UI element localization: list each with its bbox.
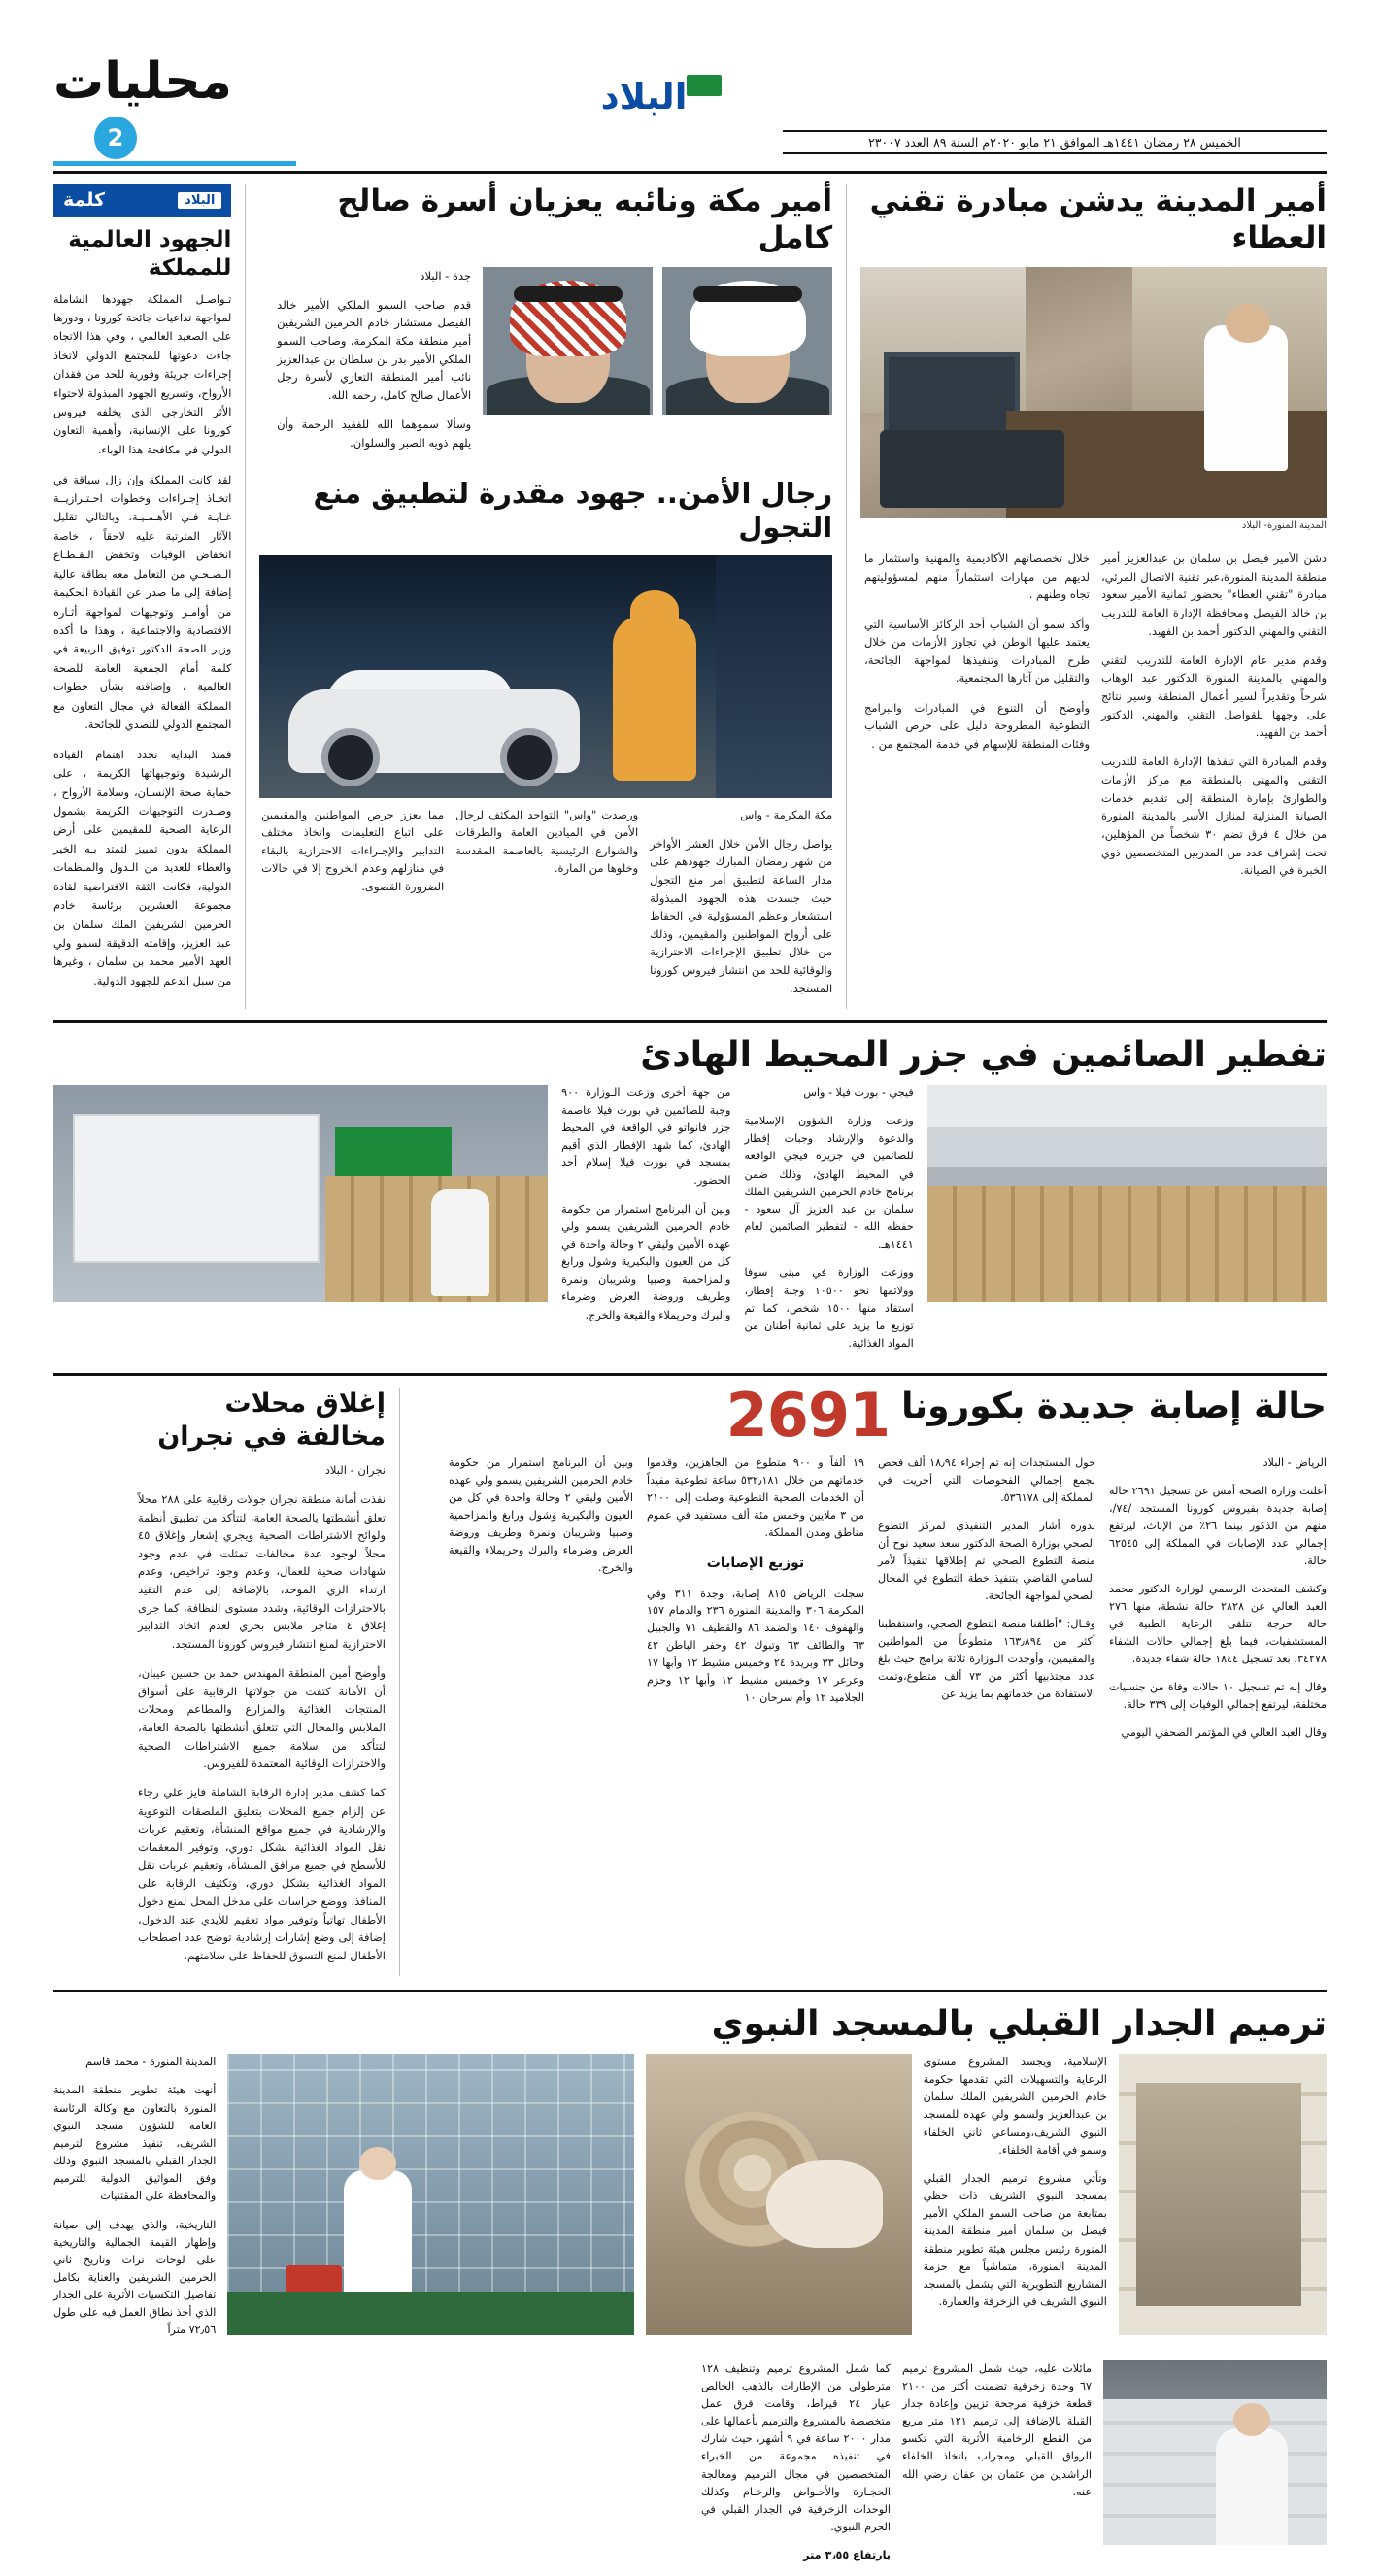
mosque-headline: ترميم الجدار القبلي بالمسجد النبوي [711, 2004, 1327, 2045]
security-headline: رجال الأمن.. جهود مقدرة لتطبيق منع التجول [313, 476, 833, 545]
column-divider-3 [399, 1388, 400, 1976]
dateline: الخميس ٢٨ رمضان ١٤٤١هـ الموافق ٢١ مايو ٢٠٢٠م السنة ٨٩ العدد ٢٣٠٠٧ [783, 130, 1327, 154]
madinah-para-6: وأوضح أن التنوع في المبادرات والبرامج التطوعية المطروحة دليل على حرص الشباب وفئات المنطقة للإسهام في خدمة المجتمع من . [864, 700, 1090, 751]
newspaper-page [0, 52, 1380, 2562]
corona-dateline: الرياض - البلاد [1262, 1456, 1327, 1470]
section-title-text: محليات [53, 52, 232, 111]
mosque-photo-wall [1119, 2054, 1327, 2335]
mosque-text-4 [701, 2360, 891, 2576]
madinah-headline: أمير المدينة يدشن مبادرة تقني العطاء [869, 184, 1327, 255]
mosque-p1: أنهت هيئة تطوير منطقة المدينة المنورة بالتعاون مع وكالة الرئاسة العامة للشؤون مسجد النبوي الشريف، تنفيذ مشروع لترميم الجدار القبلي بالمسجد النبوي وذلك وفق المواثيق الدولية للترميم والمحافظة على المقتنيات [52, 2084, 217, 2203]
editorial-body [53, 290, 231, 991]
pacific-photo-warehouse [927, 1085, 1327, 1302]
madinah-photo-caption: المدينة المنورة- البلاد [1241, 519, 1327, 531]
najran-p1: نفذت أمانة منطقة نجران جولات رقابية على ٢٨٨ محلاً تعلق أنشطتها بالصحة العامة، لتتأكد من تطبيق أنظمة ولوائح الاشتراطات الصحية ويجري إشعار وإغلاق ٤٥ محلاً لوجود عدة مخالفات تمثلت في عدم وجود شهادات صحية للعمال، وعدم وجود تراخيص، وعدم ارتداء الزي الموحد، بالإضافة إلى عدم التقيد بالاحترازات الوقائية، وشدد مستوى النظافة، كما جرى إغلاق ٤ متاجر ملابس بحري لعدم اتخاذ التدابير الاحترازية لمنع انتشار فيروس كورونا المستجد. [138, 1491, 386, 1651]
lower-section [53, 1380, 1327, 1976]
madinah-para-1: دشن الأمير فيصل بن سلمان بن عبدالعزيز أمير منطقة المدينة المنورة،عبر تقنية الاتصال المرئي، مبادرة "تقني العطاء" بحضور ثمانية الأمير سعود بن خالد الفيصل ومحافظة الإدارة العامة للتدريب التقني والمهني الدكتور أحمد بن الفهيد. [1101, 552, 1327, 638]
makkah-portraits [483, 267, 832, 463]
portrait-prince-2 [483, 267, 653, 415]
editorial-title: الجهود العالمية للمملكة [68, 227, 232, 281]
madinah-para-5: وأكد سمو أن الشباب أحد الركائز الأساسية التي يعتمد عليها الوطن في تجاوز الأزمات من خلال طرح المبادرات وتنفيذها لمواجهة الجائحة، والتقليل من آثارها المجتمعية. [864, 617, 1090, 686]
page-number-badge: 2 [94, 117, 137, 159]
makkah-dateline: جدة - البلاد [420, 268, 472, 283]
editorial-para-1: تـواصـل المملكة جهودها الشاملة لمواجهة تداعيات جائحة كورونا ، ودورها على الصعيد العالمي ، وفي هذا الاتجاه جاءت دعوتها للمجتمع الدولي لاتخاذ إجراءات جريئة وفورية للحد من فقدان الأرواح، وتسريع الجهود المبذولة لاحتواء الأثر التخارجي الذي يخلفه فيروس كورونا على الإنسانية، وأهمية التعاون الدولي في مكافحة هذا الوباء. [53, 292, 232, 456]
article-pacific [53, 1020, 1327, 1377]
article-corona [414, 1380, 1327, 1976]
corona-case-number: 2691 [725, 1380, 891, 1452]
article-najran [138, 1388, 386, 1976]
mosque-text-3 [902, 2360, 1092, 2576]
najran-headline: إغلاق محلات مخالفة في نجران [157, 1388, 386, 1453]
makkah-headline: أمير مكة ونائبه يعزيان أسرة صالح كامل [337, 184, 833, 255]
column-divider [846, 184, 847, 1009]
corona-p5: حول المستجدات إنه تم إجراء ١٨٫٩٤ ألف فحص لجمع إجمالي الفحوصات التي أجريت في المملكة إلى ٥٣٦١٧٨. [878, 1456, 1095, 1505]
mosque-text-1 [924, 2054, 1107, 2351]
security-para-2: ورصدت "واس" التواجد المكثف لرجال الأمن في الميادين العامة والطرقات والشوارع الرئيسية بالعاصمة المقدسة وخلوها من المارة. [455, 807, 639, 876]
article-makkah [259, 184, 832, 463]
article-madinah [860, 184, 1327, 1009]
security-para-3: مما يعزز حرص المواطنين والمقيمين على اتباع التعليمات واتخاذ مختلف التدابير والإجـراءات الاحترازية بالبقاء في منازلهم وعدم الخروج إلا في حالات الضرورة القصوى. [261, 807, 445, 893]
pacific-text-left [561, 1085, 730, 1364]
article-mosque [53, 1990, 1327, 2576]
newspaper-name: البلاد [600, 75, 688, 117]
makkah-para-1: قدم صاحب السمو الملكي الأمير خالد الفيصل مستشار خادم الحرمين الشريفين أمير منطقة مكة المكرمة، وصاحب السمو الملكي الأمير بدر بن سلطان بن عبدالعزيز نائب أمير المنطقة التعازي لأسرة رجل الأعمال صالح كامل، رحمه الله. [277, 297, 472, 402]
section-title [53, 52, 232, 111]
mosque-text-2 [53, 2054, 216, 2351]
corona-p1: أعلنت وزارة الصحة أمس عن تسجيل ٢٦٩١ حالة إصابة جديدة بفيروس كورونا المستجد /٧٤/، منهم من الذكور بينما ٢٦٪ من الإناث، ليرتفع إجمالي عدد الإصابات في المملكة إلى ٦٢٥٤٥ حالة. [1109, 1485, 1327, 1567]
mosque-photo-rosette [646, 2054, 912, 2335]
flag-icon [687, 75, 722, 96]
editorial-label: كلمة [63, 189, 106, 211]
najran-photo-market [1103, 2360, 1327, 2545]
makkah-para-2: وسألا سموهما الله للفقيد الرحمة وأن يلهم ذويه الصبر والسلوان. [277, 418, 472, 450]
madinah-para-2: وقدم مدير عام الإدارة العامة للتدريب التقني والمهني بالمدينة المنورة الدكتور عبد الوهاب شرحاً وتقديراً لسير أعمال المنطقة وسير نتائج على وجهها للقواصل التقني والمهني الدكتور أحمد بن الفهيد. [1101, 652, 1327, 740]
pacific-para-1: وزعت وزارة الشؤون الإسلامية والدعوة والإرشاد وجبات إفطار للصائمين في جزيرة فيجي الواقعة في المحيط الهادئ، وذلك ضمن برنامج خادم الحرمين الشريفين الملك سلمان بن عبد العزيز آل سعود - حفظه الله - لتفطير الصائمين لعام ١٤٤١هـ. [744, 1115, 914, 1252]
masthead-rule [53, 161, 296, 166]
corona-p8: ١٩ ألفاً و ٩٠٠ متطوع من الجاهزين، وقدموا خدماتهم من خلال ٥٣٢٫١٨١ ساعة تطوعية مفيداً أن الخدمات الصحية التطوعية وصلت إلى ٢١٠٠ من ٣ ملايين وخمس مئة ألف مستفيد في عموم مناطق ومدن المملكة. [647, 1456, 864, 1539]
najran-dateline: نجران - البلاد [324, 1462, 386, 1477]
portrait-prince-1 [662, 267, 832, 415]
corona-subhead: توزيع الإصابات [706, 1555, 805, 1571]
corona-p6: بدوره أشار المدير التنفيذي لمركز التطوع الصحي بوزارة الصحة الدكتور سعد سعيد نوح أن منصة التطوع الصحي تم إطلاقها تنفيذاً لأمر السامي القاضي بتنفيذ خطة التطوع في المجال الصحي لمواجهة الجائحة. [878, 1520, 1095, 1602]
mosque-p3: مائلات عليه، حيث شمل المشروع ترميم ٦٧ وحدة زخرفية تضمنت أكثر من ٢١٠٠ قطعة خزفية مرجحة تزيين وإعادة جدار القبلة بالإضافة إلى ترميم ١٢١ متر مربع من القطع الرخامية الأثرية التي تكسو الرواق القبلي ومجراب باتخاذ الخلفاء الراشدين من عثمان بن عفان رضي الله عنه. [902, 2361, 1093, 2498]
mosque-p6: وتأتي مشروع ترميم الجدار القبلي بمسجد النبوي الشريف ذات حظي بمتابعة من صاحب السمو الملكي الأمير فيصل بن سلمان أمير منطقة المدينة المنورة رئيس مجلس هيئة تطوير منطقة المدينة المنورة، متماشياً مع حزمة المشاريع التطويرية التي يشمل بالمسجد النبوي الشريف في الزخرفة والعمارة. [923, 2172, 1107, 2309]
newspaper-logo [552, 66, 736, 126]
pacific-para-4: وبين أن البرنامج استمرار من حكومة خادم الحرمين الشريفين يسمو ولي عهده الأمين وليقي ٢ وحالة واحدة في كل من العيون والبكيرية وشول ورابغ والمزاحمية وصبيا وشريبان ونمرة وطريف وروضة العرض وضرماء والبرك وحريملاء والقيعة والخرج. [561, 1202, 731, 1321]
corona-p2: وكشف المتحدث الرسمي لوزارة الدكتور محمد العبد العالي عن ٢٨٢٨ حالة نشطة، منها ٢٧٦ حالة حرجة تتلقى الرعاية الطبية في المستشفيات، فيما بلغ إجمالي حالات الشفاء ٣٤٢٧٨، بعد تسجيل ١٨٤٤ حالة شفاء جديدة. [1109, 1583, 1327, 1665]
madinah-photo [860, 267, 1327, 518]
column-divider-2 [245, 184, 246, 1009]
middle-column [259, 184, 832, 1009]
madinah-para-3: وقدم المبادرة التي تنفذها الإدارة العامة للتدريب التقني والمهني بالمنطقة مع مركز الأزمات والطوارئ بإمارة المنطقة إلى تقديم خدمات الصيانة المنزلية لمنازل الأسر بالمدينة المنورة من خلال ٤ فرق تضم ٣٠ شخصاً من المؤهلين، تحت إشراف عدد من المدربين المتخصصين ذوي الخبرة في الصيانة. [1101, 754, 1328, 878]
mosque-p2: التاريخية، والذي يهدف إلى صيانة وإظهار القيمة الجمالية والتاريخية على لوحات تراث وتاريخ ثاني الحرمين الشريفين والعناية بكامل تفاصيل التكسيات الأثرية على الجدار الذي أخذ نطاق العمل فيه على طول ٧٢٫٥٦ متراً [52, 2218, 217, 2337]
corona-col-3 [647, 1455, 864, 1753]
security-para-1: يواصل رجال الأمن خلال العشر الأواخر من شهر رمضان المبارك جهودهم على مدار الساعة لتطبيق أمر منع التجول حيث جسدت هذه الجهود المبذولة استشعار وعظم المسؤولية في الحفاظ على أرواح المواطنين والمقيمين، وذلك من خلال تطبيق الإجراءات الاحترازية والوقائية للحد من انتشار فيروس كورونا المستجد. [650, 836, 833, 995]
security-dateline: مكة المكرمة - واس [740, 807, 833, 821]
mosque-p7: بارتفاع ٣٫٥٥ متر [803, 2549, 891, 2562]
article-security [259, 477, 832, 1009]
najran-p2: وأوضح أمين المنطقة المهندس حمد بن حسين عيبان، أن الأمانة كثفت من جولاتها الرقابية على أسواق المنتجات الغذائية والمزارع والمطاعم ومحلات الملابس والمحال التي تتعلق أنشطتها بالصحة العامة، لتتأكد من سلامة جميع الاشتراطات الصحية والاحترازات الوقائية المعتمدة للفيروس. [138, 1666, 386, 1771]
editorial-column [53, 184, 231, 1009]
corona-col-2 [878, 1455, 1095, 1753]
editorial-para-3: فمنذ البداية تجدد اهتمام القيادة الرشيدة وتوجيهاتها الكريمة ، على حماية صحة الإنسـان، وسلامة الأرواح ، وصـدرت التوجيهات الكريمة بشمول الرعاية الصحية للمقيمين على أرض المملكة بدون تمييز لتمتد بـه الخير والعطاء للعديد من الـدول والمنظمات الدولية، فكانت الثقة الافتراضية لقادة مجموعة العشرين برئاسة خادم الحرمين الشريفين الملك سلمان بن عبد العزيز، وإقامته الدقيقة لسمو ولي العهد الأمير محمد بن سلمان ، وغيرها من سبل الدعم للجهود الدولية. [53, 748, 232, 987]
divider-top [53, 171, 1327, 174]
corona-col-4 [449, 1455, 633, 1753]
masthead [53, 52, 1327, 165]
security-photo [259, 555, 832, 798]
corona-p3: وقال إنه تم تسجيل ١٠ حالات وفاة من جنسيات مختلفة، ليرتفع إجمالي الوفيات إلى ٣٣٩ حالة. [1109, 1680, 1327, 1711]
top-section [53, 184, 1327, 1009]
corona-col-1 [1109, 1455, 1327, 1753]
corona-headline: حالة إصابة جديدة بكورونا [901, 1387, 1327, 1427]
pacific-headline: تفطير الصائمين في جزر المحيط الهادئ [640, 1034, 1327, 1075]
makkah-text [277, 267, 471, 463]
editorial-header [53, 184, 231, 217]
editorial-para-2: لقد كانت المملكة وإن زال سباقة في اتخـاذ إجـراءات وخطوات احـتـرازيــة غـايـة فـي الأهـمـيـة، وبالتالي تقليل الآثار المترتبة عليه لاحقاً ، خاصة انخفاض الوفيات وتخفض الـقـطـاع الـصـحـي من التعامل معه بطاقة عالية إضافة إلى ما صدر عن القيادة الحكيمة من أوامـر وتوجيهات لمواجهة أثـاره الاقتصادية والاجتماعية ، وهذا ما أكده وزير الصحة الدكتور توفيق الربيعة في كلمة أمام الجمعية العامة للصحة العالمية ، وإضافته بشأن خطوات المملكة الفعالة في مجال التعاون مع المجتمع الدولي للتصدي للجائحة. [53, 473, 232, 732]
madinah-para-4: خلال تخصصاتهم الأكاديمية والمهنية واستثمار ما لديهم من مهارات استثماراً منهم لمسؤوليتهم تجاه وطنهم . [864, 552, 1090, 602]
corona-p9: سجلت الرياض ٨١٥ إصابة، وجدة ٣١١ وفي المكرمة ٣٠٦ والمدينة المنورة ٢٣٦ والدمام ١٥٧ والهفوف ١٤٠ والضمد ٨٦ والقطيف ٧١ والجبيل ٦٣ والطائف ٦٣ وتبوك ٤٢ وحفر الباطن ٤٢ وحائل ٣٣ وبريدة ٢٤ وخميس مشيط ١٢ وأبها ١٧ وعرعر ١٧ وخميس مشيط ١٢ وأبها ١٢ وحزم الجلاميد ١٢ وأم سرحان ١٠ [647, 1587, 865, 1705]
pacific-para-3: من جهة أخرى وزعت الـوزارة ٩٠٠ وجبة للصائمين في بورت فيلا عاصمة جزر فانواتو في الواقعة في المحيط الهادئ، كما شهد الإفطار الذي أقيم بمسجد في بورت فيلا إسلام أحد الحضور. [561, 1086, 731, 1188]
pacific-para-2: ووزعت الوزارة في مبنى سوفا وولائمها نحو ١٠٥٠٠ وجبة إفطار، استفاد منها ١٥٠٠ شخص، كما تم توزيع ما يزيد على ثمانية أطنان من المواد الغذائية. [744, 1266, 914, 1350]
mosque-p4: كما شمل المشروع ترميم وتنظيف ١٢٨ مترطولي من الإطارات بالذهب الخالص عيار ٢٤ قيراط، وقامت فرق عمل متخصصة بالمشروع والترميم بأعمالها على مدار ٢٠٠٠ ساعة في ٩ أشهر، حيث شارك في تنفيذه مجموعة من الخبراء المتخصصين في مجال الترميم ومعالجة الحجـارة والأحـواض والرخـام وكذلك الوحدات الزخرفية في الجدار القبلي في الحرم النبوي. [701, 2361, 891, 2533]
pacific-text-right [744, 1085, 913, 1364]
pacific-photo-truck [53, 1085, 548, 1302]
mosque-p5: الإسلامية، ويجسد المشروع مستوى الرعاية والتسهيلات التي تقدمها حكومة خادم الحرمين الشريفين الملك سلمان بن عبدالعزيز ولسمو ولي عهده للمسجد النبوي الشريف،ومساعي ثاني الخلفاء وسمو في أقامة الخلفاء. [923, 2056, 1107, 2157]
corona-p10: وبين أن البرنامج استمرار من حكومة خادم الحرمين الشريفين يسمو ولي عهده الأمين وليقي ٢ وحالة واحدة في كل من العيون والبكيرية وشول ورابغ والمزاحمية وصبيا وشريبان ونمرة وطريف وروضة العرض وضرماء والبرك وحريملاء والقيعة والخرج. [449, 1456, 633, 1574]
editorial-logo: البلاد [178, 192, 221, 209]
mosque-photo-worker [227, 2054, 633, 2335]
najran-p3: كما كشف مدير إدارة الرقابة الشاملة فايز علي رجاء عن إلزام جميع المحلات بتعليق الملصقات التوعوية والإرشادية في جميع مواقع المنشأة، وتعقيم عربات نقل المواد الغذائية بشكل دوري، وتوفير المعقمات للأسطح في جميع مرافق المنشأة، وتعقيم عربات نقل المواد الغذائية بشكل دوري، وتكثيف الرقابة على المنافذ، ووضع حراسات على مدخل المحل لمنع دخول الأطفال تهاتياً وتوفير مواد تعقيم للأيدي عند الدخول، إضافة إلى وضع إشارات إرشادية توضح عدد اصطحاب الأطفال لمنع التسوق للحفاظ على سلامتهم. [138, 1786, 386, 1962]
pacific-dateline: فيجي - بورت فيلا - واس [803, 1086, 914, 1099]
corona-p7: وقـال: "أطلقنا منصة التطوع الصحي، واستقطبنا أكثر من ١٦٣٫٨٩٤ متطوعاً من المواطنين والمقيمين، وأوجدت الـوزارة ثلاثة برامج حيث بلغ عدد مجتذبيها أكثر من ٧٣ ألف متطوع،وتمت الاستفادة من خدماتهم بما يزيد عن [878, 1617, 1096, 1700]
mosque-dateline: المدينة المنورة - محمد قاسم [85, 2056, 217, 2069]
corona-p4: وقال العبد العالي في المؤتمر الصحفي اليومي [1121, 1725, 1327, 1739]
